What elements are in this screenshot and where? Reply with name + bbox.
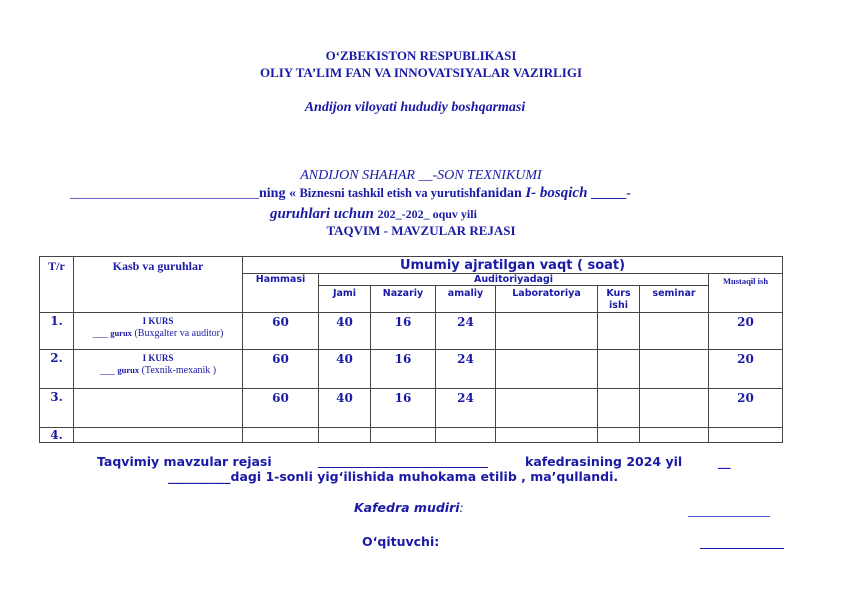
group-blank: ___: [92, 328, 111, 339]
cell-laboratoriya: [496, 313, 598, 350]
cell-jami: [319, 428, 371, 443]
cell-seminar: [640, 428, 709, 443]
header-kurs-ishi-text: Kurs ishi: [606, 288, 631, 311]
cell-amaliy: 24: [436, 350, 496, 389]
cell-mustaqil: 20: [709, 313, 783, 350]
header-amaliy: amaliy: [436, 286, 496, 313]
header-kasb: [74, 257, 243, 313]
cell-amaliy: 24: [436, 313, 496, 350]
header-hammasi: Hammasi: [243, 274, 319, 313]
cell-seminar: [640, 313, 709, 350]
cell-nazariy: [371, 428, 436, 443]
head-of-department-text: Kafedra mudiri: [354, 500, 460, 515]
ministry-title: OLIY TA’LIM FAN VA INNOVATSIYALAR VAZIRLIGI: [259, 65, 583, 80]
group-word: gurux: [110, 328, 132, 338]
subject-stage: I- bosqich: [525, 185, 592, 201]
cell-jami: 40: [319, 389, 371, 428]
approval-text-tail: __: [718, 454, 731, 469]
cell-amaliy: 24: [436, 389, 496, 428]
subject-tail: _____-: [591, 186, 631, 201]
region-title: Andijon viloyati hududiy boshqarmasi: [304, 100, 526, 115]
cell-nazariy: 16: [371, 313, 436, 350]
subject-ning: ning «: [259, 186, 300, 201]
cell-laboratoriya: [496, 428, 598, 443]
head-signature-line: [688, 504, 770, 517]
college-title: ANDIJON SHAHAR __-SON TEXNIKUMI: [300, 168, 542, 183]
header-nazariy: Nazariy: [371, 286, 436, 313]
row-course: [74, 350, 243, 389]
row-number: 3.: [40, 389, 74, 428]
groups-label: guruhlari uchun: [270, 206, 378, 222]
table-row: [40, 389, 783, 428]
subject-name: Biznesni tashkil etish va yurutish: [299, 186, 476, 200]
cell-kurs-ishi: [598, 428, 640, 443]
cell-jami: 40: [319, 350, 371, 389]
subject-line: [70, 185, 631, 202]
document-title: TAQVIM - MAVZULAR REJASI: [326, 223, 516, 238]
groups-line: [270, 205, 477, 223]
republic-title: O‘ZBEKISTON RESPUBLIKASI: [325, 48, 517, 63]
cell-nazariy: 16: [371, 350, 436, 389]
head-of-department-label: [354, 500, 464, 515]
head-of-department-colon: :: [459, 500, 464, 515]
plan-table: [39, 256, 783, 443]
approval-text-a: Taqvimiy mavzular rejasi: [97, 454, 272, 469]
header-tr: T/r: [40, 257, 74, 313]
cell-hammasi: [243, 428, 319, 443]
cell-kurs-ishi: [598, 350, 640, 389]
group-word: gurux: [117, 365, 140, 375]
academic-year: 202_-202_ oquv yili: [377, 207, 477, 221]
cell-hammasi: 60: [243, 313, 319, 350]
cell-seminar: [640, 350, 709, 389]
header-auditoriya: Auditoriyadagi: [319, 274, 709, 286]
group-blank: ___: [99, 365, 118, 376]
header-kasb-text: Kasb va guruhlar: [112, 259, 204, 273]
table-row: [40, 313, 783, 350]
table-row: [40, 428, 783, 443]
cell-mustaqil: 20: [709, 350, 783, 389]
course-label: I KURS: [142, 353, 174, 363]
cell-mustaqil: 20: [709, 389, 783, 428]
row-number: 1.: [40, 313, 74, 350]
teacher-label: O‘qituvchi:: [362, 534, 440, 549]
row-course: [74, 313, 243, 350]
header-seminar: seminar: [640, 286, 709, 313]
header-total-time: Umumiy ajratilgan vaqt ( soat): [243, 257, 783, 274]
teacher-signature-line: [700, 535, 784, 549]
cell-hammasi: 60: [243, 389, 319, 428]
cell-jami: 40: [319, 313, 371, 350]
row-number: 2.: [40, 350, 74, 389]
row-course: [74, 428, 243, 443]
header-laboratoriya: Laboratoriya: [496, 286, 598, 313]
cell-seminar: [640, 389, 709, 428]
cell-nazariy: 16: [371, 389, 436, 428]
cell-laboratoriya: [496, 389, 598, 428]
header-mustaqil: Mustaqil ish: [709, 274, 783, 313]
approval-text-line2: __________dagi 1-sonli yig‘ilishida muhokama etilib , ma’qullandi.: [168, 469, 619, 484]
cell-kurs-ishi: [598, 313, 640, 350]
course-label: I KURS: [142, 316, 174, 326]
row-number: 4.: [40, 428, 74, 443]
row-course: [74, 389, 243, 428]
subject-blank: ___________________________: [70, 186, 259, 201]
approval-text-b: kafedrasining 2024 yil: [525, 454, 683, 469]
header-kurs-ishi: [598, 286, 640, 313]
cell-kurs-ishi: [598, 389, 640, 428]
department-blank-line: [318, 452, 488, 468]
table-row: [40, 350, 783, 389]
subject-fanidan: fanidan: [475, 186, 526, 201]
cell-hammasi: 60: [243, 350, 319, 389]
cell-laboratoriya: [496, 350, 598, 389]
group-name: (Buxgalter va auditor): [131, 328, 224, 339]
cell-mustaqil: [709, 428, 783, 443]
cell-amaliy: [436, 428, 496, 443]
header-jami: Jami: [319, 286, 371, 313]
group-name: (Texnik-mexanik ): [139, 365, 217, 376]
